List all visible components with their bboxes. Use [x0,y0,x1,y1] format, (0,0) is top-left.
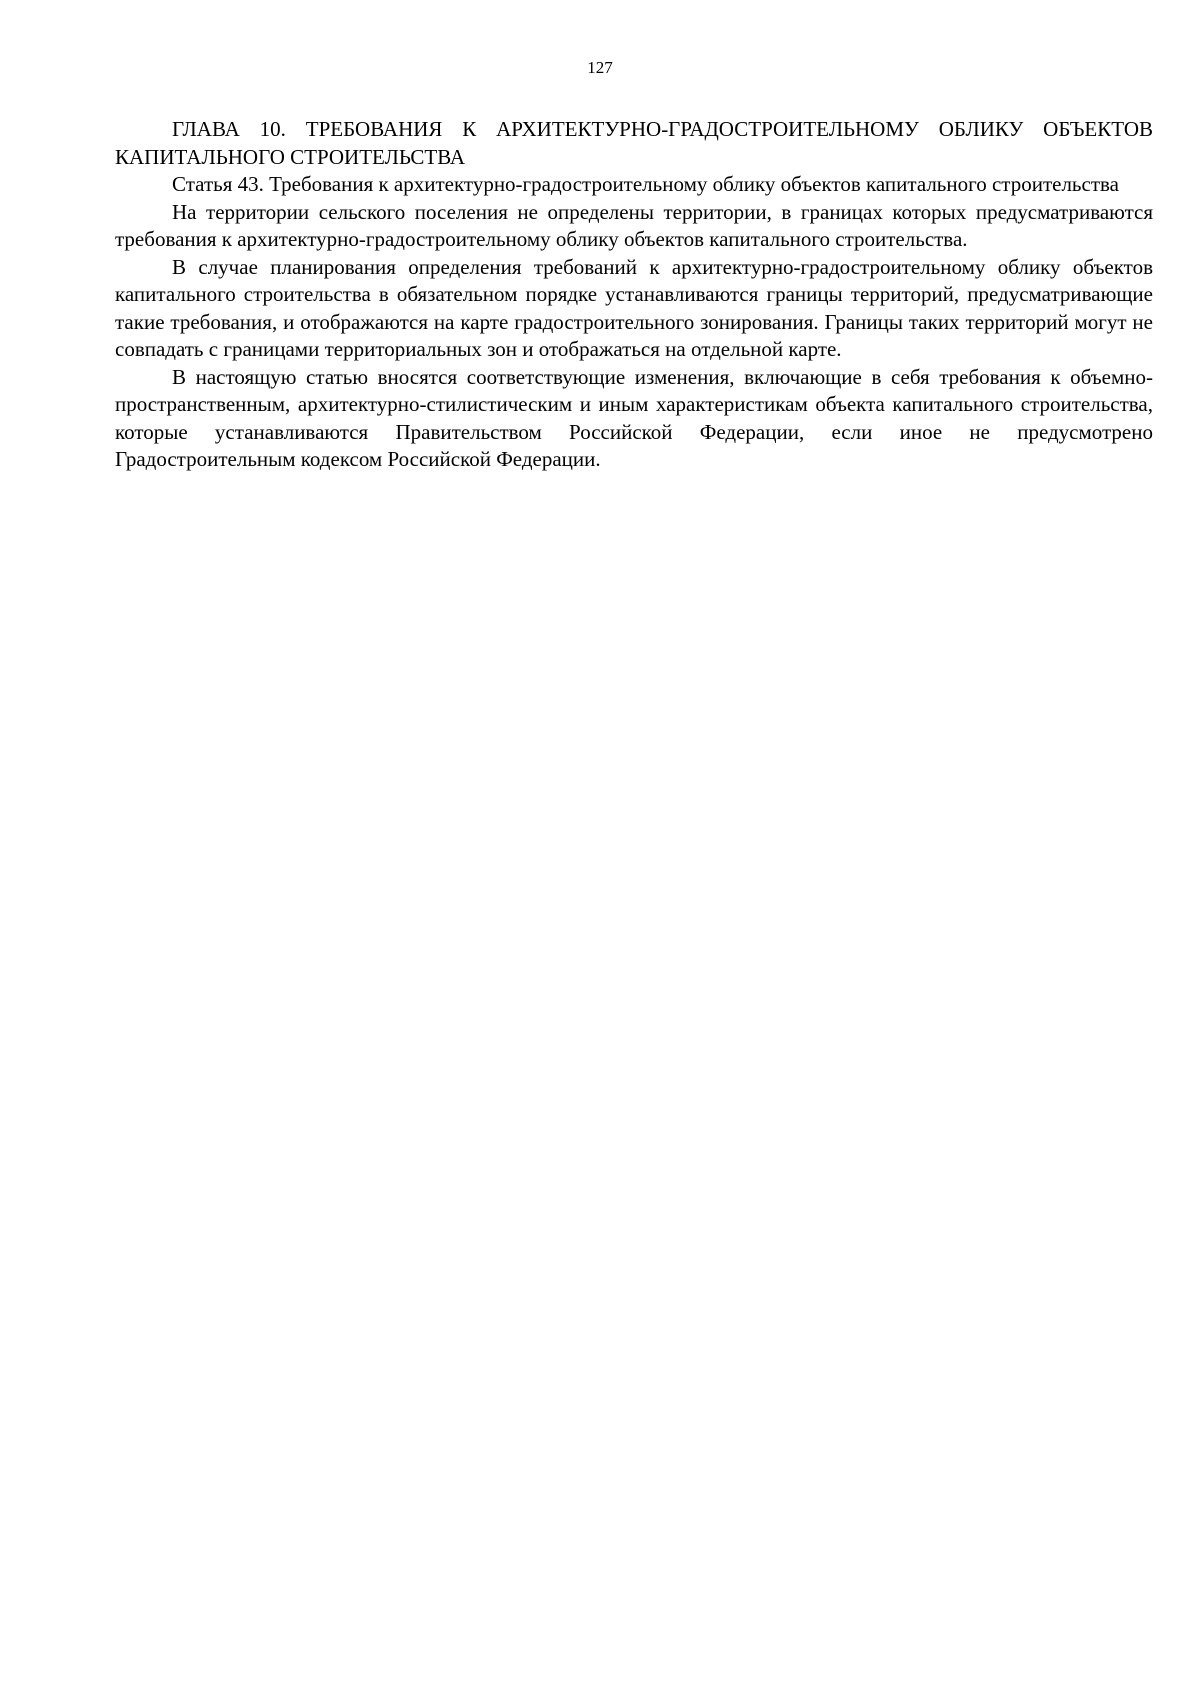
paragraph: В настоящую статью вносятся соответствующие изменения, включающие в себя требования к объемно-пространственным, архитектурно-стилистическим и иным характеристикам объекта капитального строительства, которые устанавливаются Правительством Российской Федерации, если иное не предусмотрено Градостроительным кодексом Российской Федерации. [115,364,1153,471]
paragraph: В случае планирования определения требований к архитектурно-градостроительному облику объектов капитального строительства в обязательном порядке устанавливаются границы территорий, предусматривающие такие требования, и отображаются на карте градостроительного зонирования. Границы таких территорий могут не совпадать с границами территориальных зон и отображаться на отдельной карте. [115,254,1153,361]
chapter-title: ГЛАВА 10. ТРЕБОВАНИЯ К АРХИТЕКТУРНО-ГРАДОСТРОИТЕЛЬНОМУ ОБЛИКУ ОБЪЕКТОВ КАПИТАЛЬНОГО СТРОИТЕЛЬСТВА [115,117,1153,169]
page-number: 127 [587,58,613,77]
article-title: Статья 43. Требования к архитектурно-градостроительному облику объектов капитального строительства [172,172,1119,196]
document-body [115,116,1153,474]
paragraph: На территории сельского поселения не определены территории, в границах которых предусматриваются требования к архитектурно-градостроительному облику объектов капитального строительства. [115,199,1153,251]
